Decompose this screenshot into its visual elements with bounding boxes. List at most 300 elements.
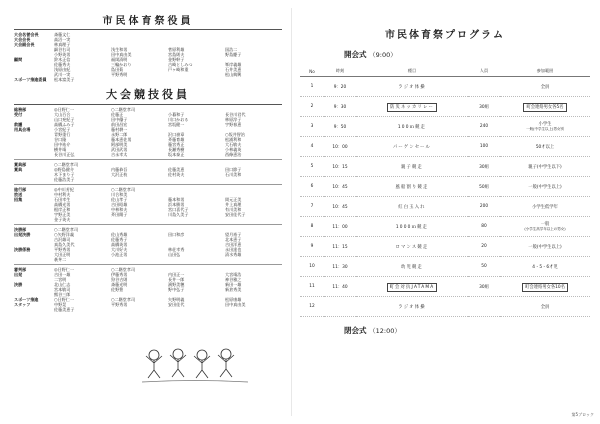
program-event-text: ラジオ体操 xyxy=(398,84,426,90)
official-name: 斉田陽子 xyxy=(111,212,128,217)
program-row xyxy=(300,217,590,237)
official-name: 宮口喜代子 xyxy=(168,207,189,212)
official-name xyxy=(225,307,282,312)
program-time-text: 9：20 xyxy=(333,84,347,90)
official-name xyxy=(111,257,168,262)
official-name: 斎藤文仁 xyxy=(54,32,71,37)
program-time xyxy=(324,137,356,157)
title-rule xyxy=(14,104,282,105)
official-name xyxy=(168,217,225,222)
program-title: 市民体育祭プログラム xyxy=(385,30,505,41)
group-separator xyxy=(14,184,282,185)
program-count xyxy=(468,277,500,297)
opening-ceremony xyxy=(344,49,590,60)
official-name: ○二階堂孝司 xyxy=(111,187,136,192)
official-name: 大宮靖浩 xyxy=(225,272,242,277)
program-event-text: 町会対抗JATAMA xyxy=(387,283,438,292)
program-no xyxy=(300,257,324,277)
official-name: 矢野明義 xyxy=(168,297,185,302)
program-no xyxy=(300,77,324,97)
official-name: 北山仁志 xyxy=(54,282,71,287)
program-row xyxy=(300,77,590,97)
program-scope xyxy=(500,177,590,197)
program-row xyxy=(300,117,590,137)
program-no xyxy=(300,297,324,317)
program-time-text: 9：30 xyxy=(333,104,347,110)
official-role: 受付 xyxy=(14,112,23,117)
official-name: 田口和彦 xyxy=(168,232,185,237)
official-role: 決勝部 xyxy=(14,227,27,232)
program-no-text: 2 xyxy=(310,104,314,109)
official-name: 佐村英夫 xyxy=(168,172,185,177)
official-names xyxy=(54,177,282,182)
program-scope xyxy=(500,297,590,317)
official-role: スタッフ xyxy=(14,302,31,307)
official-name: 濱野美穂 xyxy=(168,282,185,287)
program-count xyxy=(468,237,500,257)
program-time xyxy=(324,197,356,217)
program-count-text: 20 xyxy=(481,244,487,249)
official-name: 浅生和男 xyxy=(111,47,128,52)
official-name: 平野秀男 xyxy=(111,302,128,307)
official-name: 国浩二 xyxy=(225,47,238,52)
official-name: 佐野豊 xyxy=(111,287,124,292)
program-scope-note: 一般(中学生以上)男女別 xyxy=(526,127,564,131)
official-name: 浅原由紀 xyxy=(54,67,71,72)
program-event xyxy=(356,77,468,97)
program-count xyxy=(468,177,500,197)
official-name: 根岸正和 xyxy=(54,207,71,212)
official-name: 有川美和 xyxy=(225,207,242,212)
program-event-text: パーゲンセール xyxy=(392,144,432,150)
official-role: 放送 xyxy=(14,192,23,197)
title-rule xyxy=(14,29,282,30)
program-no xyxy=(300,277,324,297)
official-name: 佐藤浩美子 xyxy=(54,177,75,182)
official-name: 林原淳子 xyxy=(225,117,242,122)
official-name: 高沼一実 xyxy=(54,37,71,42)
header-event: 種目 xyxy=(356,66,468,77)
official-name: 萩丼二 xyxy=(54,257,67,262)
program-event xyxy=(356,277,468,297)
official-name: 吉田昭雄 xyxy=(111,202,128,207)
program-row xyxy=(300,257,590,277)
program-no-text: 9 xyxy=(310,244,314,249)
official-name: ○二階堂孝司 xyxy=(54,162,79,167)
program-table xyxy=(300,66,590,317)
official-names xyxy=(54,217,282,222)
group-separator xyxy=(14,264,282,265)
official-role: 賞典部 xyxy=(14,162,27,167)
closing-ceremony xyxy=(344,325,590,336)
header-time: 時刻 xyxy=(324,66,356,77)
program-header-row xyxy=(300,66,590,77)
official-name: 二宮明 xyxy=(54,277,67,282)
program-time xyxy=(324,297,356,317)
official-name: 吉田一雄 xyxy=(54,272,71,277)
official-name: 藤宮秀正 xyxy=(168,142,185,147)
official-name: 青野重行 xyxy=(54,132,71,137)
official-name: 菅原利雄 xyxy=(168,47,185,52)
official-role: 用具会場 xyxy=(14,127,31,132)
program-time-text: 10：45 xyxy=(332,184,348,190)
official-name xyxy=(225,257,282,262)
official-name: ○二階堂孝司 xyxy=(111,267,136,272)
official-name: 小林義英 xyxy=(225,147,242,152)
official-role: 大会副会長 xyxy=(14,42,35,47)
program-count xyxy=(468,257,500,277)
official-name: 大川好夫 xyxy=(111,247,128,252)
program-no-text: 6 xyxy=(310,184,314,189)
official-name: 佐藤美恵 xyxy=(168,167,185,172)
program-event-text: 幼児競走 xyxy=(401,264,423,270)
official-role: 出発 xyxy=(14,272,23,277)
official-name: 戸ヶ崎和重 xyxy=(168,67,189,72)
official-row xyxy=(14,177,282,182)
officials-list xyxy=(14,107,282,312)
official-name: 平野秀明 xyxy=(111,72,128,77)
group-separator xyxy=(14,159,282,160)
official-name: 川島久美子 xyxy=(168,212,189,217)
official-name: 阿部明美 xyxy=(111,142,128,147)
program-scope-text: 小学生 xyxy=(538,122,552,127)
program-event xyxy=(356,137,468,157)
program-time-text: 9：50 xyxy=(333,124,347,130)
program-scope-text: 50才以上 xyxy=(535,144,555,150)
official-name: 内藤恭吾 xyxy=(111,167,128,172)
official-name: 古崎としみつ xyxy=(168,62,193,67)
official-name: 中村利夫 xyxy=(54,192,71,197)
program-no-text: 12 xyxy=(309,304,315,309)
program-event-text: 防災ネッカリレー xyxy=(387,103,437,112)
official-name: 松浦利和 xyxy=(225,137,242,142)
official-role: 大会名誉会長 xyxy=(14,32,39,37)
official-name: 清水秀雄 xyxy=(225,252,242,257)
program-time xyxy=(324,217,356,237)
program-event xyxy=(356,257,468,277)
program-event xyxy=(356,177,468,197)
program-time xyxy=(324,277,356,297)
program-row xyxy=(300,197,590,217)
program-event-text: 紅白玉入れ xyxy=(398,204,426,210)
header-no: No xyxy=(300,66,324,77)
program-count-text: 240 xyxy=(479,124,489,129)
official-name: 長谷川正弘 xyxy=(54,152,75,157)
program-scope-note: (小学生高学年以上の男女) xyxy=(524,227,566,231)
official-name: 田中優子 xyxy=(111,117,128,122)
official-row xyxy=(14,152,282,157)
group-separator xyxy=(14,224,282,225)
official-role: 総務部 xyxy=(14,107,27,112)
official-name: 山口充紀子 xyxy=(54,117,75,122)
program-count-text: 30組 xyxy=(479,164,489,170)
official-names xyxy=(54,152,282,157)
official-name: 狩谷吉則 xyxy=(111,277,128,282)
program-no-text: 10 xyxy=(309,264,315,269)
official-name: 宮本敏司 xyxy=(54,287,71,292)
program-scope-text: 親子(中学生以下) xyxy=(528,164,562,170)
official-name: 川合和美 xyxy=(111,192,128,197)
official-role: スポーツ推進 xyxy=(14,297,39,302)
official-name: 長谷川君代 xyxy=(225,112,246,117)
official-name: 永野二郎 xyxy=(111,132,128,137)
program-scope-text: 全員 xyxy=(540,84,550,90)
program-scope xyxy=(500,77,590,97)
program-scope xyxy=(500,117,590,137)
official-name: 中野晃 xyxy=(54,302,67,307)
program-no xyxy=(300,137,324,157)
official-name: 島田菊 xyxy=(111,67,124,72)
official-name xyxy=(111,77,168,82)
program-row xyxy=(300,297,590,317)
official-name: 浜本勝男 xyxy=(168,202,185,207)
official-name: 藤本和男 xyxy=(168,197,185,202)
official-name xyxy=(111,177,168,182)
official-name: 真島久美代 xyxy=(54,242,75,247)
official-name: 長井一郎 xyxy=(168,277,185,282)
official-name: ○矢野洋義 xyxy=(54,232,74,237)
official-role: 救護 xyxy=(14,122,23,127)
official-name xyxy=(168,77,225,82)
header-count: 人員 xyxy=(468,66,500,77)
program-row xyxy=(300,97,590,117)
official-name: 北本恵子 xyxy=(225,237,242,242)
official-name: 新田一雄 xyxy=(225,282,242,287)
program-time xyxy=(324,77,356,97)
program-time xyxy=(324,157,356,177)
official-name: 小暮和子 xyxy=(168,112,185,117)
page-number: 第5ブロック xyxy=(571,412,594,417)
official-name: 宇野春恵 xyxy=(225,122,242,127)
program-scope xyxy=(500,97,590,117)
program-scope-text: 4・5・6才児 xyxy=(532,264,558,270)
official-name: 吉田洋恵 xyxy=(225,242,242,247)
official-name: 望月裕子 xyxy=(225,232,242,237)
official-role: 出発決勝 xyxy=(14,232,31,237)
program-event-text: 親子競走 xyxy=(401,164,423,170)
child-figure-4 xyxy=(218,349,234,377)
program-event xyxy=(356,117,468,137)
official-name: ○二階堂孝司 xyxy=(111,297,136,302)
official-role: スポーツ推進委員 xyxy=(14,77,47,82)
program-event xyxy=(356,297,468,317)
official-name: 金野幹子 xyxy=(168,57,185,62)
official-name: 川口かおる xyxy=(168,117,189,122)
program-time-text: 11：40 xyxy=(332,284,348,290)
official-name: ◎日野仁一 xyxy=(54,107,74,112)
child-figure-2 xyxy=(170,349,186,377)
program-count xyxy=(468,117,500,137)
program-row xyxy=(300,137,590,157)
program-no-text: 7 xyxy=(310,204,314,209)
official-name: 内田正一 xyxy=(168,272,185,277)
program-count xyxy=(468,297,500,317)
official-role: 賞典 xyxy=(14,167,23,172)
program-count xyxy=(468,77,500,97)
official-name: 宮坂健一 xyxy=(168,122,185,127)
program-time-text: 11：15 xyxy=(332,244,348,250)
official-name: 古沢雄司 xyxy=(54,237,71,242)
closing-label: 閉会式 xyxy=(344,326,367,335)
program-no xyxy=(300,237,324,257)
official-names xyxy=(54,77,282,82)
program-no xyxy=(300,177,324,197)
official-name: 斎藤光明 xyxy=(111,282,128,287)
program-event-text: ラジオ体操 xyxy=(398,304,426,310)
program-count-text: 30組 xyxy=(479,284,489,290)
program-time xyxy=(324,177,356,197)
official-name: 前田昌宏 xyxy=(111,122,128,127)
official-name: 田中真由美 xyxy=(225,302,246,307)
child-figure-3 xyxy=(194,350,210,378)
official-name: 高橋光男 xyxy=(54,202,71,207)
program-scope-text: 町会連絡男女各10名 xyxy=(522,283,568,292)
program-count-text: 50組 xyxy=(479,184,489,190)
program-no-text: 4 xyxy=(310,144,314,149)
program-event xyxy=(356,197,468,217)
program-scope-text: 一般 xyxy=(540,222,550,227)
official-name: 鈴木正信 xyxy=(54,57,71,62)
official-name: 西條恵治 xyxy=(225,152,242,157)
program-row xyxy=(300,237,590,257)
official-name: 永田達也 xyxy=(225,247,242,252)
program-count-text: 200 xyxy=(479,204,489,209)
program-time-text: 10：45 xyxy=(332,204,348,210)
official-name: 佐藤秀子 xyxy=(111,237,128,242)
program-no xyxy=(300,197,324,217)
program-scope-text: 一般(中学生以上) xyxy=(528,184,562,190)
official-name: 中林和夫 xyxy=(111,207,128,212)
child-figure-1 xyxy=(146,350,162,378)
official-name: ○坂井智治 xyxy=(225,132,245,137)
official-name xyxy=(225,217,282,222)
official-name: 小野英男 xyxy=(54,52,71,57)
official-name: 坂本泰正 xyxy=(168,152,185,157)
official-name: 平野秀男 xyxy=(54,247,71,252)
official-name: 新倉秀美 xyxy=(225,287,242,292)
official-name: 峯岸義雄 xyxy=(225,62,242,67)
opening-label: 開会式 xyxy=(344,50,367,59)
official-name: ○二階堂孝司 xyxy=(54,227,79,232)
program-no-text: 5 xyxy=(310,164,314,169)
program-row xyxy=(300,277,590,297)
official-name xyxy=(225,177,282,182)
official-name: 福岡清明 xyxy=(111,57,128,62)
official-name: 石井美恵 xyxy=(225,67,242,72)
program-scope xyxy=(500,157,590,177)
program-column xyxy=(300,12,590,417)
program-count-text: 30組 xyxy=(479,104,489,110)
program-event-text: 1000ｍ競走 xyxy=(395,224,429,230)
program-scope xyxy=(500,257,590,277)
official-name: 田中祐介 xyxy=(54,142,71,147)
official-row xyxy=(14,217,282,222)
program-time xyxy=(324,97,356,117)
official-name: 斉藤育雄 xyxy=(168,137,185,142)
official-name: 武田武男 xyxy=(111,147,128,152)
program-scope xyxy=(500,277,590,297)
official-role xyxy=(14,152,54,157)
program-event xyxy=(356,97,468,117)
program-event xyxy=(356,157,468,177)
header-scope: 参加範囲 xyxy=(500,66,590,77)
official-role xyxy=(14,177,54,182)
official-role xyxy=(14,257,54,262)
official-name: 山田弘 xyxy=(168,252,181,257)
official-name: 松原康雄 xyxy=(225,297,242,302)
program-event-text: ロマンス競走 xyxy=(395,244,429,250)
official-name: 佐藤美恵子 xyxy=(54,307,75,312)
official-name xyxy=(168,257,225,262)
official-role: 大会会長 xyxy=(14,37,31,42)
official-name: 高橋ふみ子 xyxy=(54,122,75,127)
program-no-text: 8 xyxy=(310,224,314,229)
program-scope xyxy=(500,137,590,157)
official-name: 長瀬秀樹 xyxy=(168,147,185,152)
official-name: 松山典興 xyxy=(225,72,242,77)
official-name: 大沢正枝 xyxy=(111,172,128,177)
official-name: 安田佳代子 xyxy=(225,212,246,217)
official-name: 野島慶子 xyxy=(225,52,242,57)
jumping-children-illustration xyxy=(140,346,250,384)
official-name: 松本富美子 xyxy=(54,77,75,82)
program-time xyxy=(324,257,356,277)
official-name: 小池正男 xyxy=(111,252,128,257)
program-time xyxy=(324,237,356,257)
official-name: 安田佳代 xyxy=(168,302,185,307)
program-event-text: 風船割り競走 xyxy=(395,184,429,190)
program-scope-text: 全員 xyxy=(540,304,550,310)
program-no-text: 3 xyxy=(310,124,314,129)
official-name xyxy=(225,77,282,82)
program-time-text: 11：00 xyxy=(332,224,348,230)
official-name: 藤村耕一 xyxy=(111,127,128,132)
program-no xyxy=(300,217,324,237)
official-name: ○日野仁一 xyxy=(54,297,74,302)
program-count xyxy=(468,197,500,217)
official-name: 熊谷三郎 xyxy=(54,292,71,297)
official-row xyxy=(14,257,282,262)
program-scope-text: 町会連絡男女各5名 xyxy=(523,103,566,112)
program-scope xyxy=(500,197,590,217)
program-scope xyxy=(500,237,590,257)
official-role: 進行部 xyxy=(14,187,27,192)
official-name xyxy=(111,307,168,312)
program-count xyxy=(468,97,500,117)
official-name: ◎日野仁一 xyxy=(54,267,74,272)
program-time xyxy=(324,117,356,137)
official-role: 決勝係務 xyxy=(14,247,31,252)
program-event xyxy=(356,217,468,237)
official-name: 沢口禎章 xyxy=(168,132,185,137)
closing-time: （12:00） xyxy=(369,327,401,335)
program-event xyxy=(356,237,468,257)
program-no xyxy=(300,97,324,117)
official-name: 大山百合 xyxy=(54,112,71,117)
official-name: 井上真理 xyxy=(225,202,242,207)
official-name: 谷口隆 xyxy=(54,137,67,142)
official-name: 宮島則夫 xyxy=(168,52,185,57)
program-count xyxy=(468,157,500,177)
opening-time: （9:00） xyxy=(369,51,397,59)
official-name: 横井靖 xyxy=(54,147,67,152)
official-name: 田中真由美 xyxy=(111,52,132,57)
program-no xyxy=(300,157,324,177)
official-name: 吉永幸太 xyxy=(111,152,128,157)
official-role: 招集 xyxy=(14,197,23,202)
page-divider xyxy=(291,8,292,416)
program-count xyxy=(468,137,500,157)
